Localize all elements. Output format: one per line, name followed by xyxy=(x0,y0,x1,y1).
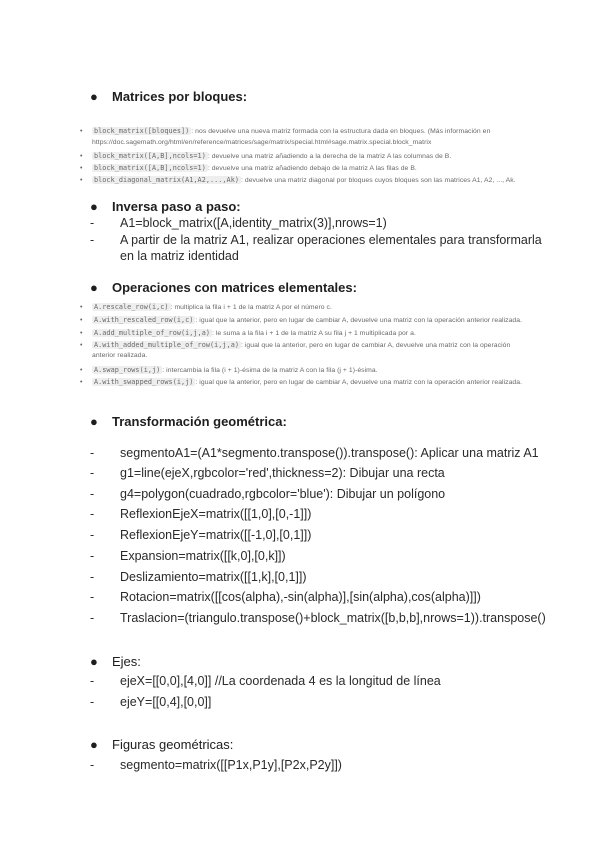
dash-icon: - xyxy=(90,216,95,230)
heading-operaciones: ● Operaciones con matrices elementales: xyxy=(90,280,357,295)
list-item-continuation: anterior realizada. xyxy=(92,352,148,359)
dash-icon: - xyxy=(90,549,95,563)
list-item: • A.with_added_multiple_of_row(i,j,a) : igual que la anterior, pero en lugar de cambiar A, devuelve una matriz con la operación xyxy=(80,341,511,349)
list-item: • A.with_rescaled_row(i,c) : igual que la anterior, pero en lugar de cambiar A, devuelve una matriz con la operación anterior realizada. xyxy=(80,316,523,324)
transformacion-line: - ReflexionEjeX=matrix([[1,0],[0,-1]]) xyxy=(90,507,312,521)
list-item: • A.add_multiple_of_row(i,j,a) : le suma a la fila i + 1 de la matriz A su fila j + 1 multiplicada por a. xyxy=(80,329,416,337)
bullet-icon: ● xyxy=(90,414,98,429)
dash-icon: - xyxy=(90,233,95,247)
bullet-icon: ● xyxy=(90,89,98,104)
small-bullet-icon: • xyxy=(80,367,83,374)
small-bullet-icon: • xyxy=(80,177,83,184)
dash-icon: - xyxy=(90,695,95,709)
transformacion-line: - g1=line(ejeX,rgbcolor='red',thickness=2): Dibujar una recta xyxy=(90,466,445,480)
small-bullet-icon: • xyxy=(80,304,83,311)
small-bullet-icon: • xyxy=(80,379,83,386)
list-item: • A.with_swapped_rows(i,j) : igual que la anterior, pero en lugar de cambiar A, devuelve una matriz con la operación anterior realizada. xyxy=(80,378,523,386)
transformacion-line: - ReflexionEjeY=matrix([[-1,0],[0,1]]) xyxy=(90,528,312,542)
dash-icon: - xyxy=(90,528,95,542)
list-item-link[interactable]: https://doc.sagemath.org/html/en/reference/matrices/sage/matrix/special.html#sage.matrix.special.block_matrix xyxy=(92,139,432,146)
transformacion-line: - Rotacion=matrix([[cos(alpha),-sin(alpha)],[sin(alpha),cos(alpha)]]) xyxy=(90,590,481,604)
list-item: • block_matrix([A,B],ncols=1) : devuelve una matriz añadiendo a la derecha de la matriz A las columnas de B. xyxy=(80,152,452,160)
ejes-line: - ejeX=[[0,0],[4,0]] //La coordenada 4 es la longitud de línea xyxy=(90,674,441,688)
heading-transformacion: ● Transformación geométrica: xyxy=(90,414,287,429)
heading-figuras: ● Figuras geométricas: xyxy=(90,737,234,752)
bullet-icon: ● xyxy=(90,280,98,295)
dash-icon: - xyxy=(90,590,95,604)
transformacion-line: - Traslacion=(triangulo.transpose()+block_matrix([b,b,b],nrows=1)).transpose() xyxy=(90,611,546,625)
bullet-icon: ● xyxy=(90,654,98,669)
dash-icon: - xyxy=(90,466,95,480)
small-bullet-icon: • xyxy=(80,165,83,172)
dash-icon: - xyxy=(90,446,95,460)
dash-icon: - xyxy=(90,507,95,521)
ejes-line: - ejeY=[[0,4],[0,0]] xyxy=(90,695,212,709)
dash-icon: - xyxy=(90,570,95,584)
bullet-icon: ● xyxy=(90,737,98,752)
dash-icon: - xyxy=(90,487,95,501)
transformacion-line: - Deslizamiento=matrix([[1,k],[0,1]]) xyxy=(90,570,307,584)
small-bullet-icon: • xyxy=(80,153,83,160)
small-bullet-icon: • xyxy=(80,342,83,349)
list-item: • block_diagonal_matrix(A1,A2,...,Ak) : devuelve una matriz diagonal por bloques cuyos bloques son las matrices A1, A2, ..., Ak. xyxy=(80,176,516,184)
list-item: • block_matrix([bloques]) : nos devuelve una nueva matriz formada con la estructura dada en bloques. (Más información en xyxy=(80,127,491,135)
list-item: • A.rescale_row(i,c) : multiplica la fila i + 1 de la matriz A por el número c. xyxy=(80,303,332,311)
transformacion-line: - Expansion=matrix([[k,0],[0,k]]) xyxy=(90,549,286,563)
transformacion-line: - segmentoA1=(A1*segmento.transpose()).transpose(): Aplicar una matriz A1 xyxy=(90,446,539,460)
bullet-icon: ● xyxy=(90,199,98,214)
figuras-line: - segmento=matrix([[P1x,P1y],[P2x,P2y]]) xyxy=(90,758,342,772)
inversa-line: - A1=block_matrix([A,identity_matrix(3)],nrows=1) xyxy=(90,216,387,230)
small-bullet-icon: • xyxy=(80,317,83,324)
heading-inversa: ● Inversa paso a paso: xyxy=(90,199,241,214)
list-item: • block_matrix([A,B],ncols=1) : devuelve una matriz añadiendo debajo de la matriz A las filas de B. xyxy=(80,164,417,172)
small-bullet-icon: • xyxy=(80,128,83,135)
inversa-line-continuation: en la matriz identidad xyxy=(120,249,239,263)
heading-ejes: ● Ejes: xyxy=(90,654,141,669)
dash-icon: - xyxy=(90,758,95,772)
transformacion-line: - g4=polygon(cuadrado,rgbcolor='blue'): Dibujar un polígono xyxy=(90,487,446,501)
small-bullet-icon: • xyxy=(80,330,83,337)
dash-icon: - xyxy=(90,674,95,688)
heading-matrices-bloques: ● Matrices por bloques: xyxy=(90,89,248,104)
inversa-line: - A partir de la matriz A1, realizar operaciones elementales para transformarla xyxy=(90,233,542,247)
dash-icon: - xyxy=(90,611,95,625)
list-item: • A.swap_rows(i,j) : intercambia la fila (i + 1)-ésima de la matriz A con la fila (j + 1)-ésima. xyxy=(80,366,378,374)
